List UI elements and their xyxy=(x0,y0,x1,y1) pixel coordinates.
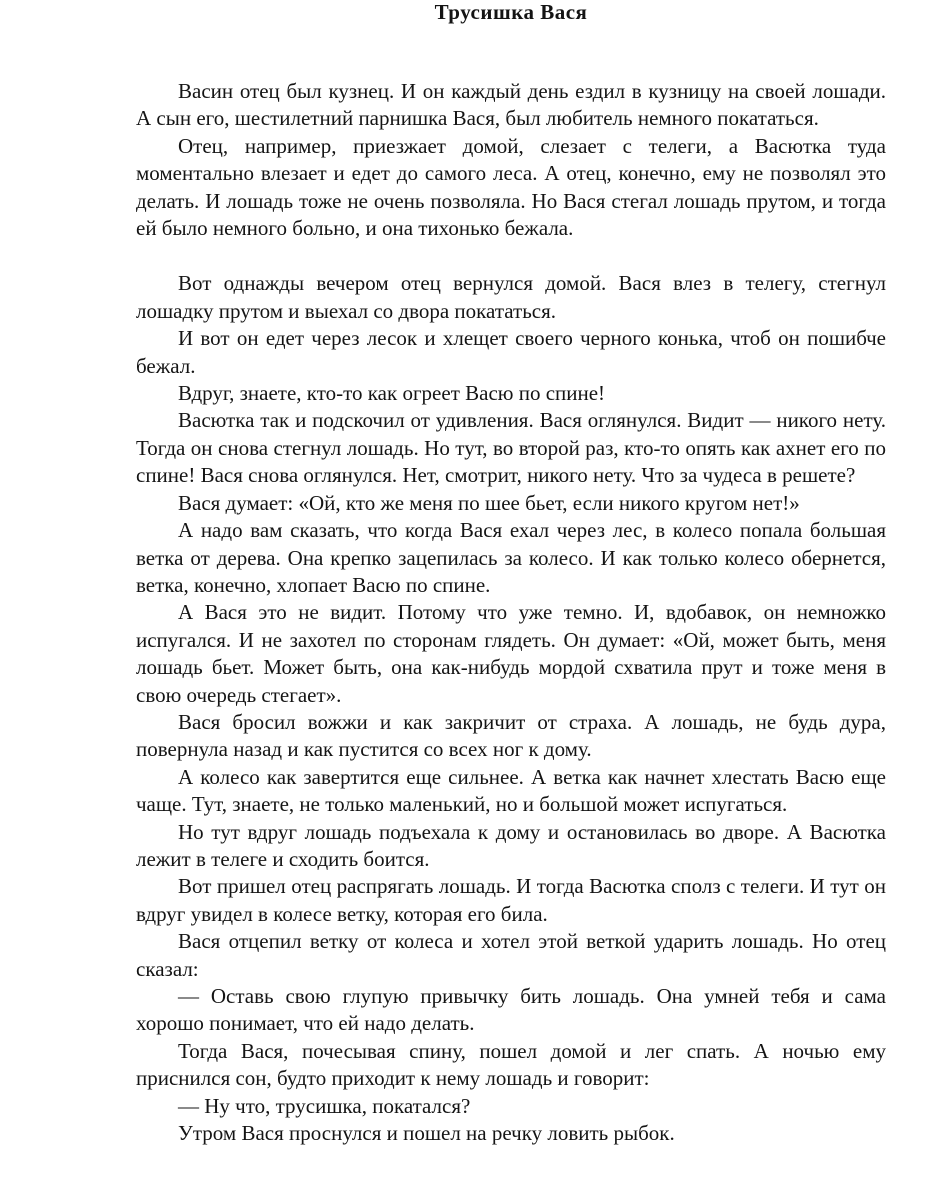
paragraph: Вот пришел отец распрягать лошадь. И тогда Васютка сполз с телеги. И тут он вдруг увидел в колесе ветку, которая его била. xyxy=(136,874,886,926)
paragraph: Вася отцепил ветку от колеса и хотел этой веткой ударить лошадь. Но отец сказал: xyxy=(136,929,886,981)
paragraph: Но тут вдруг лошадь подъехала к дому и остановилась во дворе. А Васютка лежит в телеге и сходить боится. xyxy=(136,819,886,871)
paragraph: Васютка так и подскочил от удивления. Вася оглянулся. Видит — никого нету. Тогда он снова стегнул лошадь. Но тут, во второй раз, кто-то опять как ахнет его по спине! Вася снова оглянулся. Нет, смотрит, никого нету. Что за чудеса в решете? xyxy=(136,408,886,488)
story-body xyxy=(136,78,886,1147)
paragraph: А надо вам сказать, что когда Вася ехал через лес, в колесо попала большая ветка от дерева. Она крепко зацепилась за колесо. И как только колесо обернется, ветка, конечно, хлопает Васю по спине. xyxy=(136,518,886,597)
paragraph: Тогда Вася, почесывая спину, пошел домой и лег спать. А ночью ему приснился сон, будто приходит к нему лошадь и говорит: xyxy=(136,1038,886,1091)
paragraph: А Вася это не видит. Потому что уже темно. И, вдобавок, он немножко испугался. И не захотел по сторонам глядеть. Он думает: «Ой, может быть, меня лошадь бьет. Может быть, она как-нибудь мордой схватила прут и тоже меня в свою очередь стегает». xyxy=(136,600,886,707)
story-title: Трусишка Вася xyxy=(434,0,588,24)
paragraph: Вот однажды вечером отец вернулся домой. Вася влез в телегу, стегнул лошадку прутом и выехал со двора покататься. xyxy=(136,271,886,323)
paragraph: И вот он едет через лесок и хлещет своего черного конька, чтоб он пошибче бежал. xyxy=(136,326,886,378)
paragraph: — Ну что, трусишка, покатался? xyxy=(178,1093,471,1118)
paragraph: А колесо как завертится еще сильнее. А ветка как начнет хлестать Васю еще чаще. Тут, знаете, не только маленький, но и большой может испугаться. xyxy=(136,764,886,817)
paragraph: Утром Вася проснулся и пошел на речку ловить рыбок. xyxy=(178,1121,675,1146)
paragraph: Вася думает: «Ой, кто же меня по шее бьет, если никого кругом нет!» xyxy=(178,490,800,515)
paragraph: Отец, например, приезжает домой, слезает с телеги, а Васютка туда моментально влезает и едет до самого леса. А отец, конечно, ему не позволял это делать. И лошадь тоже не очень позволяла. Но Вася стегал лошадь прутом, и тогда ей было немного больно, и она тихонько бежала. xyxy=(136,133,886,241)
paragraph: Вдруг, знаете, кто-то как огреет Васю по спине! xyxy=(178,381,606,406)
paragraph: Вася бросил вожжи и как закричит от страха. А лошадь, не будь дура, повернула назад и как пустится со всех ног к дому. xyxy=(136,709,886,762)
paragraph: — Оставь свою глупую привычку бить лошадь. Она умней тебя и сама хорошо понимает, что ей надо делать. xyxy=(136,984,886,1036)
paragraph: Васин отец был кузнец. И он каждый день ездил в кузницу на своей лошади. А сын его, шестилетний парнишка Вася, был любитель немного покататься. xyxy=(136,79,886,131)
